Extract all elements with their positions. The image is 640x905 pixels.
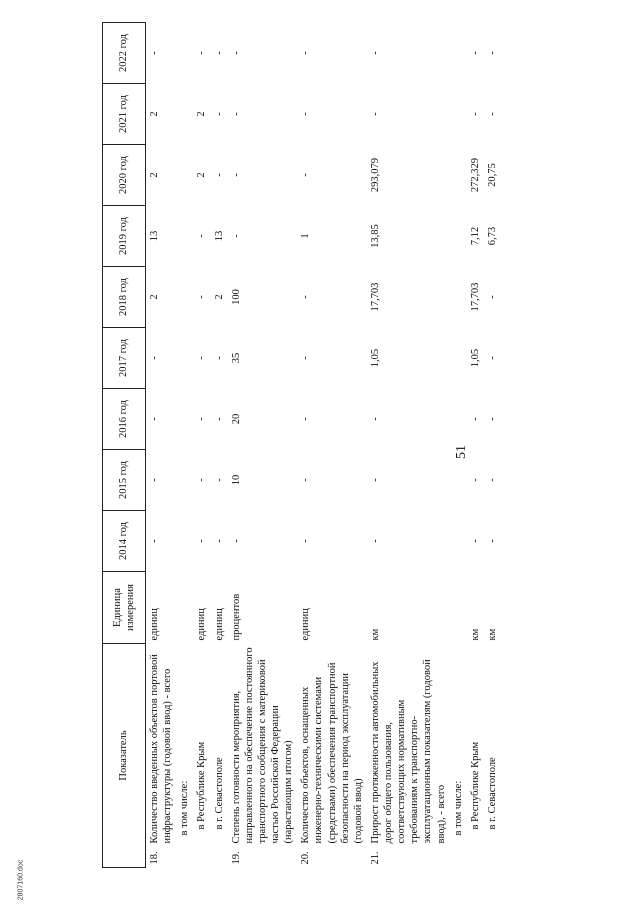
row-value: -	[230, 112, 242, 116]
row-indicator: в том числе:	[179, 780, 191, 836]
row-indicator: в г. Севастополе	[213, 757, 225, 830]
row-value: -	[486, 295, 498, 299]
row-value: -	[196, 417, 208, 421]
row-value	[176, 145, 193, 206]
row-unit: км	[486, 628, 498, 641]
row-value	[450, 206, 467, 267]
row-value: -	[369, 417, 381, 421]
row-value	[176, 511, 193, 572]
row-value: -	[230, 51, 242, 55]
header-year: 2014 год	[103, 511, 146, 572]
footer	[14, 860, 28, 900]
row-value: 2	[213, 294, 225, 300]
row-value: -	[149, 539, 160, 543]
row-value: -	[196, 539, 208, 543]
row-indicator: в Республике Крым	[196, 741, 208, 830]
row-number: 19.	[230, 851, 242, 865]
row-value	[450, 267, 467, 328]
row-value: -	[369, 478, 381, 482]
row-value: 13	[149, 230, 160, 242]
row-value: 20,75	[486, 163, 498, 187]
header-indicator: Показатель	[103, 644, 146, 868]
row-number	[176, 848, 193, 868]
row-value: 13,85	[369, 224, 381, 248]
row-value	[450, 511, 467, 572]
row-value: -	[213, 478, 225, 482]
row-value: -	[300, 112, 312, 116]
row-unit: единиц	[196, 608, 208, 641]
row-value: -	[486, 478, 498, 482]
row-value: -	[300, 295, 312, 299]
row-value: -	[300, 478, 312, 482]
row-value	[450, 389, 467, 450]
row-value: -	[486, 356, 498, 360]
row-number	[211, 848, 228, 868]
row-value: 7,12	[469, 226, 481, 246]
row-indicator: Прирост протяженности автомобильных дорог общего пользования, соответствующих нормативным требованиям к транспортно-эксплуатационным показателям (годовой ввод), - всего	[369, 659, 447, 844]
row-value	[450, 23, 467, 84]
row-value: -	[469, 478, 481, 482]
table-row	[484, 23, 501, 868]
row-value: 1,05	[469, 348, 481, 368]
row-value: -	[196, 295, 208, 299]
row-value: -	[213, 417, 225, 421]
row-value: -	[230, 539, 242, 543]
table-row	[228, 23, 298, 868]
row-value: -	[369, 539, 381, 543]
row-value	[450, 84, 467, 145]
row-value: 20	[230, 413, 242, 425]
row-value: -	[230, 173, 242, 177]
row-unit: км	[369, 628, 381, 641]
row-indicator: Степень готовности мероприятия, направленного на обеспечение постоянного транспортного сообщения с материковой частью Российской Федерации (нарастающим итогом)	[230, 647, 295, 844]
row-unit	[450, 572, 467, 644]
row-value: -	[300, 417, 312, 421]
row-unit: единиц	[149, 608, 160, 641]
row-value: 13	[213, 230, 225, 242]
row-value: -	[196, 356, 208, 360]
table-row	[176, 23, 193, 868]
row-number	[484, 848, 501, 868]
row-value	[176, 450, 193, 511]
header-year: 2020 год	[103, 145, 146, 206]
row-value: 1	[300, 233, 312, 239]
row-value: 272,329	[469, 157, 481, 193]
row-value: -	[469, 51, 481, 55]
row-value: -	[486, 539, 498, 543]
table-row	[367, 23, 450, 868]
row-value: -	[469, 539, 481, 543]
row-value: -	[469, 417, 481, 421]
row-value: -	[149, 417, 160, 421]
row-value	[176, 23, 193, 84]
row-unit: единиц	[300, 608, 312, 641]
row-value: -	[196, 51, 208, 55]
header-year: 2017 год	[103, 328, 146, 389]
row-value: 17,703	[469, 282, 481, 312]
row-value: -	[213, 539, 225, 543]
header-year: 2016 год	[103, 389, 146, 450]
row-value	[176, 389, 193, 450]
row-value: -	[213, 51, 225, 55]
header-year: 2018 год	[103, 267, 146, 328]
header-year: 2019 год	[103, 206, 146, 267]
row-value: -	[196, 234, 208, 238]
row-value: -	[486, 112, 498, 116]
row-value	[450, 450, 467, 511]
table-row	[211, 23, 228, 868]
row-value	[176, 84, 193, 145]
row-value: 2	[196, 111, 208, 117]
header-year: 2022 год	[103, 23, 146, 84]
table-header	[103, 23, 146, 868]
row-value	[450, 328, 467, 389]
footer-code: 2807160.doc	[17, 859, 25, 901]
header-year: 2021 год	[103, 84, 146, 145]
row-value: -	[213, 356, 225, 360]
row-indicator: в Республике Крым	[469, 741, 481, 830]
table-body	[146, 23, 502, 868]
row-value: 2	[149, 294, 160, 300]
row-value: 2	[149, 172, 160, 178]
row-value: -	[369, 112, 381, 116]
row-indicator: Количество объектов, оснащенных инженерно-техническими системами (средствами) обеспечения транспортной безопасности на период эксплуатации (годовой ввод)	[300, 662, 364, 844]
row-value: 10	[230, 474, 242, 486]
row-number: 20.	[300, 851, 312, 865]
row-value: -	[213, 173, 225, 177]
row-value: 17,703	[369, 282, 381, 312]
row-value: -	[149, 51, 160, 55]
row-unit: км	[469, 628, 481, 641]
row-value: -	[369, 51, 381, 55]
row-value	[450, 145, 467, 206]
row-value: -	[230, 234, 242, 238]
row-number	[450, 848, 467, 868]
table-row	[297, 23, 367, 868]
row-value: 1,05	[369, 348, 381, 368]
row-value: -	[469, 112, 481, 116]
page-number: 51	[454, 445, 469, 459]
row-indicator: в том числе:	[452, 780, 464, 836]
row-value: -	[300, 356, 312, 360]
row-value: 35	[230, 352, 242, 364]
row-value: -	[486, 51, 498, 55]
indicators-table	[102, 22, 501, 868]
row-value: -	[213, 112, 225, 116]
row-value: -	[149, 478, 160, 482]
row-unit: процентов	[230, 593, 242, 641]
row-value: -	[196, 478, 208, 482]
row-value: -	[486, 417, 498, 421]
row-unit	[176, 572, 193, 644]
header-year: 2015 год	[103, 450, 146, 511]
row-indicator: в г. Севастополе	[486, 757, 498, 830]
row-number	[193, 848, 210, 868]
table-row	[450, 23, 467, 868]
row-value: -	[149, 356, 160, 360]
row-value: 293,079	[369, 157, 381, 193]
row-value: -	[300, 173, 312, 177]
row-value: 2	[196, 172, 208, 178]
row-value: 2	[149, 111, 160, 117]
header-unit: Единица измерения	[103, 572, 146, 644]
row-number	[467, 848, 484, 868]
row-number: 21.	[369, 851, 381, 865]
table-row	[193, 23, 210, 868]
row-value: 6,73	[486, 226, 498, 246]
row-value	[176, 328, 193, 389]
row-value: 100	[230, 289, 242, 305]
row-value	[176, 267, 193, 328]
row-unit: единиц	[213, 608, 225, 641]
row-value	[176, 206, 193, 267]
row-number: 18.	[149, 851, 160, 865]
row-value: -	[300, 539, 312, 543]
table-row	[467, 23, 484, 868]
rotated-table-container	[102, 23, 594, 868]
row-indicator: Количество введенных объектов портовой инфраструктуры (годовой ввод) - всего	[149, 654, 174, 844]
row-value: -	[300, 51, 312, 55]
table-row	[146, 23, 177, 868]
